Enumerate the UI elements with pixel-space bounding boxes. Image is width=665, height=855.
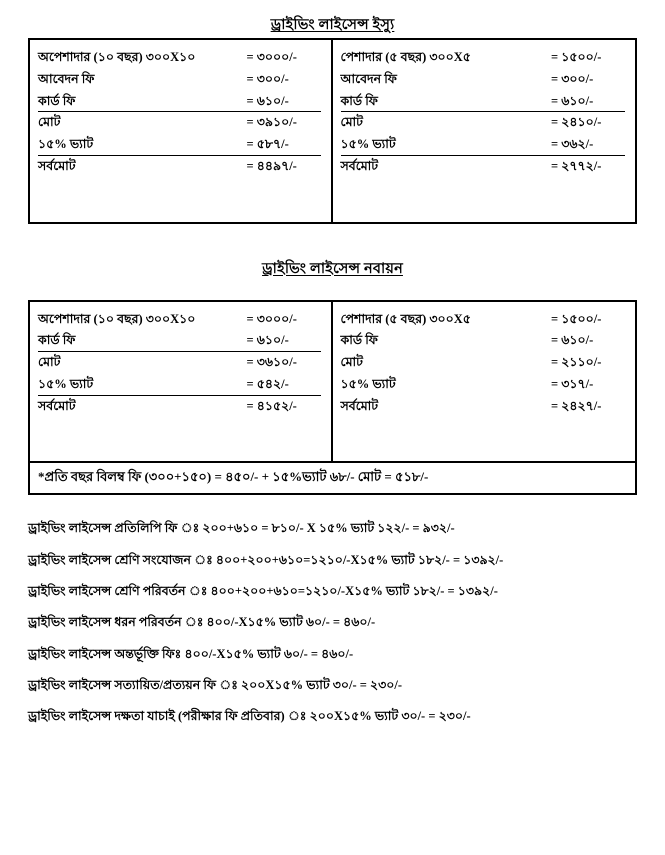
- fee-row: [341, 91, 626, 113]
- fee-row: [341, 156, 626, 178]
- fee-label: ১৫% ভ্যাট: [340, 137, 396, 151]
- fee-label: মোট: [38, 115, 61, 130]
- fee-label: ১৫% ভ্যাট: [38, 137, 94, 151]
- other-fees-list: [28, 521, 637, 741]
- fee-row: [341, 112, 626, 134]
- fee-label: আবেদন ফি: [38, 71, 95, 86]
- fee-column-renewal-non-professional: [30, 302, 333, 462]
- fee-value: = ১৫০০/-: [551, 50, 602, 64]
- list-item: ড্রাইভিং লাইসেন্স অন্তর্ভূক্তি ফিঃ ৪০০/-X১৫% ভ্যাট ৬০/- = ৪৬০/-: [28, 646, 354, 661]
- fee-row: [38, 69, 321, 91]
- fee-label: মোট: [340, 355, 363, 369]
- fee-label: সর্বমোট: [340, 398, 379, 413]
- fee-column-issue-professional: [333, 40, 636, 222]
- fee-table-issue-grid: [30, 40, 635, 222]
- fee-value: = ৩০০/-: [246, 71, 289, 86]
- list-item: ড্রাইভিং লাইসেন্স শ্রেণি সংযোজন ঃ ৪০০+২০০+৬১০=১২১০/-X১৫% ভ্যাট ১৮২/- = ১৩৯২/-: [28, 552, 504, 567]
- fee-row: [341, 396, 626, 418]
- fee-label: সর্বমোট: [38, 398, 76, 413]
- list-item: ড্রাইভিং লাইসেন্স সত্যায়িত/প্রত্যয়ন ফি ঃ ২০০X১৫% ভ্যাট ৩০/- = ২৩০/-: [28, 678, 403, 693]
- fee-value: = ৬১০/-: [551, 333, 594, 348]
- fee-table-renewal-grid: [30, 302, 635, 462]
- fee-row: [38, 374, 321, 396]
- fee-row: [38, 47, 321, 69]
- fee-value: = ৪৪৯৭/-: [246, 158, 297, 173]
- fee-label: অপেশাদার (১০ বছর) ৩০০X১০: [38, 311, 196, 326]
- fee-value: = ৪১৫২/-: [246, 398, 297, 413]
- fee-row: [341, 134, 626, 156]
- fee-value: = ২১১০/-: [551, 355, 602, 369]
- fee-row: [38, 309, 321, 331]
- fee-value: = ২৪১০/-: [551, 115, 602, 130]
- fee-row: [38, 134, 321, 156]
- list-item: ড্রাইভিং লাইসেন্স দক্ষতা যাচাই (পরীক্ষার ফি প্রতিবার) ঃ ২০০X১৫% ভ্যাট ৩০/- = ২৩০/-: [28, 709, 471, 724]
- fee-table-issue: [28, 38, 637, 224]
- fee-value: = ৩৬২/-: [551, 137, 594, 151]
- fee-label: আবেদন ফি: [340, 71, 397, 86]
- fee-value: = ২৪২৭/-: [551, 398, 602, 413]
- fee-value: = ২৭৭২/-: [551, 158, 602, 173]
- fee-row: [341, 47, 626, 69]
- section-title-issue: ড্রাইভিং লাইসেন্স ইস্যু: [270, 17, 395, 33]
- fee-row: [341, 69, 626, 91]
- fee-row: [38, 112, 321, 134]
- fee-row: [38, 91, 321, 113]
- fee-row: [38, 330, 321, 352]
- spacer: [341, 417, 626, 451]
- fee-label: অপেশাদার (১০ বছর) ৩০০X১০: [38, 50, 196, 64]
- fee-label: পেশাদার (৫ বছর) ৩০০X৫: [340, 311, 471, 326]
- fee-row: [341, 309, 626, 331]
- fee-value: = ৩৬১০/-: [246, 355, 297, 369]
- spacer: [341, 178, 626, 212]
- fee-value: = ৩০০/-: [551, 71, 594, 86]
- fee-label: পেশাদার (৫ বছর) ৩০০X৫: [340, 50, 471, 64]
- fee-label: সর্বমোট: [340, 158, 379, 173]
- fee-label: কার্ড ফি: [340, 93, 378, 108]
- fee-label: কার্ড ফি: [340, 333, 378, 348]
- fee-label: সর্বমোট: [38, 158, 76, 173]
- spacer: [0, 282, 665, 300]
- fee-row: [38, 396, 321, 418]
- section-title-renewal: ড্রাইভিং লাইসেন্স নবায়ন: [262, 260, 403, 277]
- spacer: [38, 417, 321, 451]
- fee-row: [341, 374, 626, 396]
- fee-value: = ৫৮৭/-: [246, 137, 289, 151]
- fee-value: = ৩০০০/-: [246, 50, 297, 64]
- fee-value: = ৫৪২/-: [246, 376, 289, 391]
- fee-value: = ৩৯১০/-: [246, 115, 297, 130]
- fee-value: = ৬১০/-: [246, 333, 289, 348]
- list-item: ড্রাইভিং লাইসেন্স ধরন পরিবর্তন ঃ ৪০০/-X১৫% ভ্যাট ৬০/- = ৪৬০/-: [28, 615, 376, 630]
- fee-label: ১৫% ভ্যাট: [340, 376, 396, 391]
- document-page: [0, 14, 665, 855]
- fee-label: মোট: [340, 115, 363, 130]
- list-item: ড্রাইভিং লাইসেন্স শ্রেণি পরিবর্তন ঃ ৪০০+২০০+৬১০=১২১০/-X১৫% ভ্যাট ১৮২/- = ১৩৯২/-: [28, 583, 498, 598]
- fee-row: [341, 352, 626, 374]
- fee-value: = ৩০০০/-: [246, 311, 297, 326]
- fee-table-renewal: [28, 300, 637, 496]
- spacer: [0, 224, 665, 258]
- fee-row: [38, 352, 321, 374]
- fee-label: মোট: [38, 355, 61, 369]
- fee-label: কার্ড ফি: [38, 333, 76, 348]
- fee-column-issue-non-professional: [30, 40, 333, 222]
- fee-row: [38, 156, 321, 178]
- fee-value: = ৬১০/-: [551, 93, 594, 108]
- fee-row: [341, 330, 626, 352]
- fee-column-renewal-professional: [333, 302, 636, 462]
- late-fee-note: *প্রতি বছর বিলম্ব ফি (৩০০+১৫০) = ৪৫০/- + ১৫%ভ্যাট ৬৮/- মোট = ৫১৮/-: [30, 461, 635, 493]
- fee-value: = ৩১৭/-: [551, 376, 594, 391]
- spacer: [38, 178, 321, 212]
- fee-value: = ৬১০/-: [246, 93, 289, 108]
- fee-label: ১৫% ভ্যাট: [38, 376, 94, 391]
- list-item: ড্রাইভিং লাইসেন্স প্রতিলিপি ফি ঃ ২০০+৬১০ = ৮১০/- X ১৫% ভ্যাট ১২২/- = ৯৩২/-: [28, 521, 455, 536]
- fee-label: কার্ড ফি: [38, 93, 76, 108]
- fee-value: = ১৫০০/-: [551, 311, 602, 326]
